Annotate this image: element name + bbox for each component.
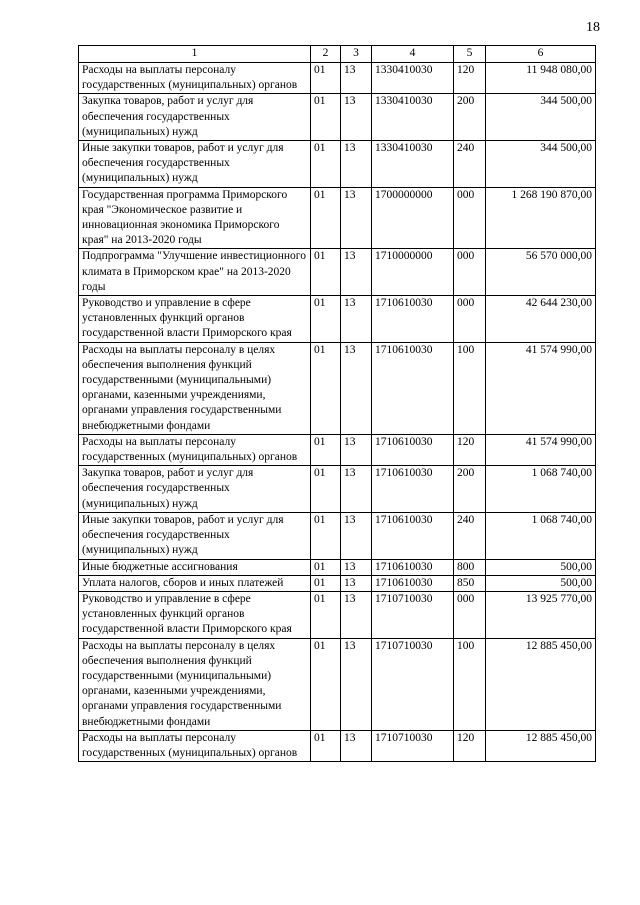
expense-type-cell: 120 [454,434,486,465]
table-row [79,466,596,513]
amount-cell: 13 925 770,00 [486,591,596,638]
expense-type-cell: 000 [454,296,486,343]
amount-cell: 344 500,00 [486,94,596,141]
subsection-code-cell: 13 [341,141,372,188]
section-code-cell: 01 [311,434,341,465]
row-name-cell: Расходы на выплаты персоналу государственных (муниципальных) органов [79,434,311,465]
column-number: 2 [311,46,341,63]
section-code-cell: 01 [311,141,341,188]
table-row [79,575,596,591]
section-code-cell: 01 [311,187,341,249]
budget-table [78,45,596,762]
section-code-cell: 01 [311,249,341,296]
target-article-cell: 1710610030 [372,466,454,513]
section-code-cell: 01 [311,591,341,638]
table-row [79,559,596,575]
amount-cell: 12 885 450,00 [486,638,596,730]
target-article-cell: 1710610030 [372,434,454,465]
target-article-cell: 1710610030 [372,296,454,343]
target-article-cell: 1330410030 [372,63,454,94]
table-row [79,187,596,249]
section-code-cell: 01 [311,94,341,141]
amount-cell: 1 068 740,00 [486,466,596,513]
subsection-code-cell: 13 [341,249,372,296]
row-name-cell: Подпрограмма "Улучшение инвестиционного климата в Приморском крае" на 2013-2020 годы [79,249,311,296]
expense-type-cell: 000 [454,591,486,638]
target-article-cell: 1710710030 [372,638,454,730]
column-number: 6 [486,46,596,63]
target-article-cell: 1330410030 [372,94,454,141]
target-article-cell: 1710000000 [372,249,454,296]
subsection-code-cell: 13 [341,94,372,141]
column-number: 5 [454,46,486,63]
row-name-cell: Иные бюджетные ассигнования [79,559,311,575]
row-name-cell: Расходы на выплаты персоналу государственных (муниципальных) органов [79,730,311,761]
section-code-cell: 01 [311,638,341,730]
target-article-cell: 1710610030 [372,575,454,591]
table-row [79,638,596,730]
target-article-cell: 1700000000 [372,187,454,249]
expense-type-cell: 240 [454,512,486,559]
section-code-cell: 01 [311,296,341,343]
subsection-code-cell: 13 [341,63,372,94]
amount-cell: 1 068 740,00 [486,512,596,559]
subsection-code-cell: 13 [341,187,372,249]
subsection-code-cell: 13 [341,342,372,434]
column-number-row [79,46,596,63]
section-code-cell: 01 [311,466,341,513]
expense-type-cell: 000 [454,249,486,296]
amount-cell: 1 268 190 870,00 [486,187,596,249]
expense-type-cell: 800 [454,559,486,575]
target-article-cell: 1710610030 [372,559,454,575]
expense-type-cell: 120 [454,730,486,761]
page-number: 18 [586,20,600,35]
expense-type-cell: 100 [454,638,486,730]
section-code-cell: 01 [311,63,341,94]
amount-cell: 344 500,00 [486,141,596,188]
subsection-code-cell: 13 [341,575,372,591]
column-number: 1 [79,46,311,63]
row-name-cell: Расходы на выплаты персоналу в целях обеспечения выполнения функций государственными (муниципальными) органами, казенными учреждениями, органами управления государственными внебюджетными фондами [79,638,311,730]
target-article-cell: 1330410030 [372,141,454,188]
subsection-code-cell: 13 [341,638,372,730]
expense-type-cell: 120 [454,63,486,94]
expense-type-cell: 200 [454,466,486,513]
table-row [79,434,596,465]
row-name-cell: Иные закупки товаров, работ и услуг для обеспечения государственных (муниципальных) нужд [79,512,311,559]
row-name-cell: Государственная программа Приморского края "Экономическое развитие и инновационная экономика Приморского края" на 2013-2020 годы [79,187,311,249]
amount-cell: 56 570 000,00 [486,249,596,296]
section-code-cell: 01 [311,730,341,761]
subsection-code-cell: 13 [341,591,372,638]
expense-type-cell: 200 [454,94,486,141]
expense-type-cell: 240 [454,141,486,188]
target-article-cell: 1710710030 [372,730,454,761]
section-code-cell: 01 [311,575,341,591]
column-number: 3 [341,46,372,63]
row-name-cell: Иные закупки товаров, работ и услуг для обеспечения государственных (муниципальных) нужд [79,141,311,188]
section-code-cell: 01 [311,342,341,434]
expense-type-cell: 100 [454,342,486,434]
subsection-code-cell: 13 [341,296,372,343]
amount-cell: 500,00 [486,559,596,575]
amount-cell: 41 574 990,00 [486,342,596,434]
column-number: 4 [372,46,454,63]
subsection-code-cell: 13 [341,730,372,761]
row-name-cell: Руководство и управление в сфере установленных функций органов государственной власти Приморского края [79,591,311,638]
expense-type-cell: 850 [454,575,486,591]
table-row [79,94,596,141]
row-name-cell: Уплата налогов, сборов и иных платежей [79,575,311,591]
table-row [79,730,596,761]
amount-cell: 11 948 080,00 [486,63,596,94]
table-row [79,249,596,296]
table-row [79,296,596,343]
amount-cell: 42 644 230,00 [486,296,596,343]
subsection-code-cell: 13 [341,512,372,559]
section-code-cell: 01 [311,559,341,575]
row-name-cell: Расходы на выплаты персоналу государственных (муниципальных) органов [79,63,311,94]
table-row [79,512,596,559]
target-article-cell: 1710710030 [372,591,454,638]
amount-cell: 41 574 990,00 [486,434,596,465]
row-name-cell: Закупка товаров, работ и услуг для обеспечения государственных (муниципальных) нужд [79,466,311,513]
subsection-code-cell: 13 [341,466,372,513]
table-row [79,141,596,188]
subsection-code-cell: 13 [341,559,372,575]
section-code-cell: 01 [311,512,341,559]
row-name-cell: Расходы на выплаты персоналу в целях обеспечения выполнения функций государственными (муниципальными) органами, казенными учреждениями, органами управления государственными внебюджетными фондами [79,342,311,434]
target-article-cell: 1710610030 [372,512,454,559]
table-row [79,591,596,638]
row-name-cell: Руководство и управление в сфере установленных функций органов государственной власти Приморского края [79,296,311,343]
row-name-cell: Закупка товаров, работ и услуг для обеспечения государственных (муниципальных) нужд [79,94,311,141]
table-row [79,63,596,94]
subsection-code-cell: 13 [341,434,372,465]
table-row [79,342,596,434]
amount-cell: 12 885 450,00 [486,730,596,761]
target-article-cell: 1710610030 [372,342,454,434]
amount-cell: 500,00 [486,575,596,591]
expense-type-cell: 000 [454,187,486,249]
